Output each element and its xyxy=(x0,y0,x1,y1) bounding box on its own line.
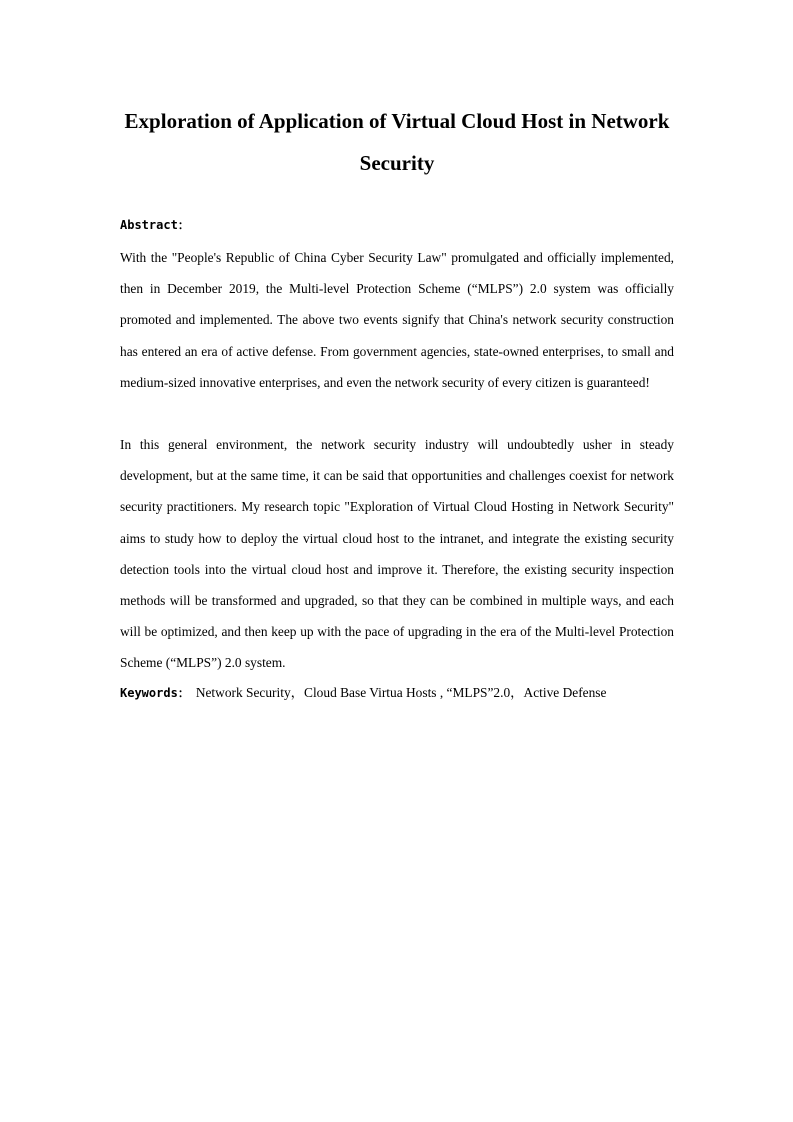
page-title: Exploration of Application of Virtual Cloud Host in Network Security xyxy=(124,109,670,175)
keywords-label: Keywords： xyxy=(120,686,190,700)
abstract-label: Abstract： xyxy=(120,218,190,232)
abstract-paragraph-1: With the "People's Republic of China Cyber Security Law" promulgated and officially implemented, then in December 2019, the Multi-level Protection Scheme (“MLPS”) 2.0 system was officially promoted and implemented. The above two events signify that China's network security construction has entered an era of active defense. From government agencies, state-owned enterprises, to small and medium-sized innovative enterprises, and even the network security of every citizen is guaranteed! xyxy=(120,250,674,390)
keywords-line xyxy=(120,683,680,703)
abstract-paragraph-2: In this general environment, the network security industry will undoubtedly usher in steady development, but at the same time, it can be said that opportunities and challenges coexist for network security practitioners. My research topic "Exploration of Virtual Cloud Hosting in Network Security" aims to study how to deploy the virtual cloud host to the intranet, and integrate the existing security detection tools into the virtual cloud host and improve it. Therefore, the existing security inspection methods will be transformed and upgraded, so that they can be combined in multiple ways, and each will be optimized, and then keep up with the pace of upgrading in the era of the Multi-level Protection Scheme (“MLPS”) 2.0 system. xyxy=(120,437,674,671)
keywords-text: Network Security，Cloud Base Virtua Hosts , “MLPS”2.0，Active Defense xyxy=(195,685,607,700)
